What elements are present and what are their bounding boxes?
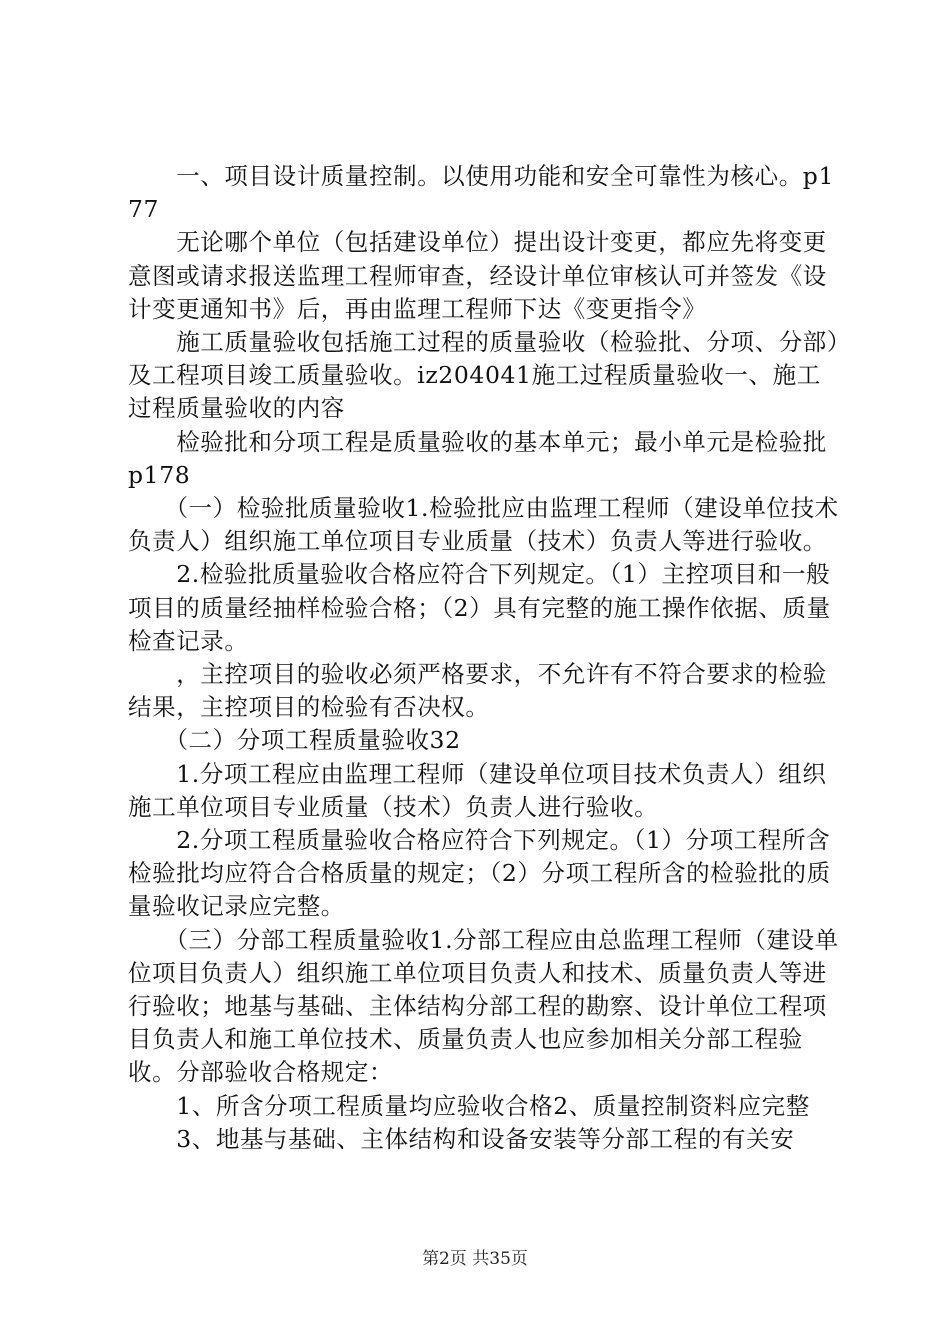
page-number-footer: 第2页 共35页 (422, 1249, 528, 1269)
paragraph: 1、所含分项工程质量均应验收合格2、质量控制资料应完整 (128, 1091, 810, 1120)
paragraph: 2.检验批质量验收合格应符合下列规定。（1）主控项目和一般项目的质量经抽样检验合格；（2）具有完整的施工操作依据、质量检查记录。 (128, 560, 831, 655)
paragraph: 2.分项工程质量验收合格应符合下列规定。（1）分项工程所含检验批均应符合合格质量的规定；（2）分项工程所含的检验批的质量验收记录应完整。 (128, 826, 831, 921)
paragraph: 1.分项工程应由监理工程师（建设单位项目技术负责人）组织施工单位项目专业质量（技术）负责人进行验收。 (128, 759, 827, 821)
paragraph: 施工质量验收包括施工过程的质量验收（检验批、分项、分部）及工程项目竣工质量验收。iz204041施工过程质量验收一、施工过程质量验收的内容 (128, 328, 840, 423)
paragraph: （三）分部工程质量验收1.分部工程应由总监理工程师（建设单位项目负责人）组织施工单位项目负责人和技术、质量负责人等进行验收；地基与基础、主体结构分部工程的勘察、设计单位工程项目负责人和施工单位技术、质量负责人也应参加相关分部工程验收。分部验收合格规定： (128, 925, 839, 1087)
paragraph: 一、项目设计质量控制。以使用功能和安全可靠性为核心。p177 (128, 162, 834, 224)
paragraph: 无论哪个单位（包括建设单位）提出设计变更，都应先将变更意图或请求报送监理工程师审查，经设计单位审核认可并签发《设计变更通知书》后，再由监理工程师下达《变更指令》 (128, 228, 827, 323)
paragraph: ，主控项目的验收必须严格要求，不允许有不符合要求的检验结果，主控项目的检验有否决权。 (128, 660, 827, 722)
paragraph: 3、地基与基础、主体结构和设备安装等分部工程的有关安 (128, 1124, 795, 1153)
document-body (128, 160, 840, 1156)
paragraph: 检验批和分项工程是质量验收的基本单元；最小单元是检验批p178 (128, 427, 827, 489)
paragraph: （二）分项工程质量验收32 (128, 726, 461, 755)
paragraph: （一）检验批质量验收1.检验批应由监理工程师（建设单位技术负责人）组织施工单位项目专业质量（技术）负责人等进行验收。 (128, 494, 839, 556)
